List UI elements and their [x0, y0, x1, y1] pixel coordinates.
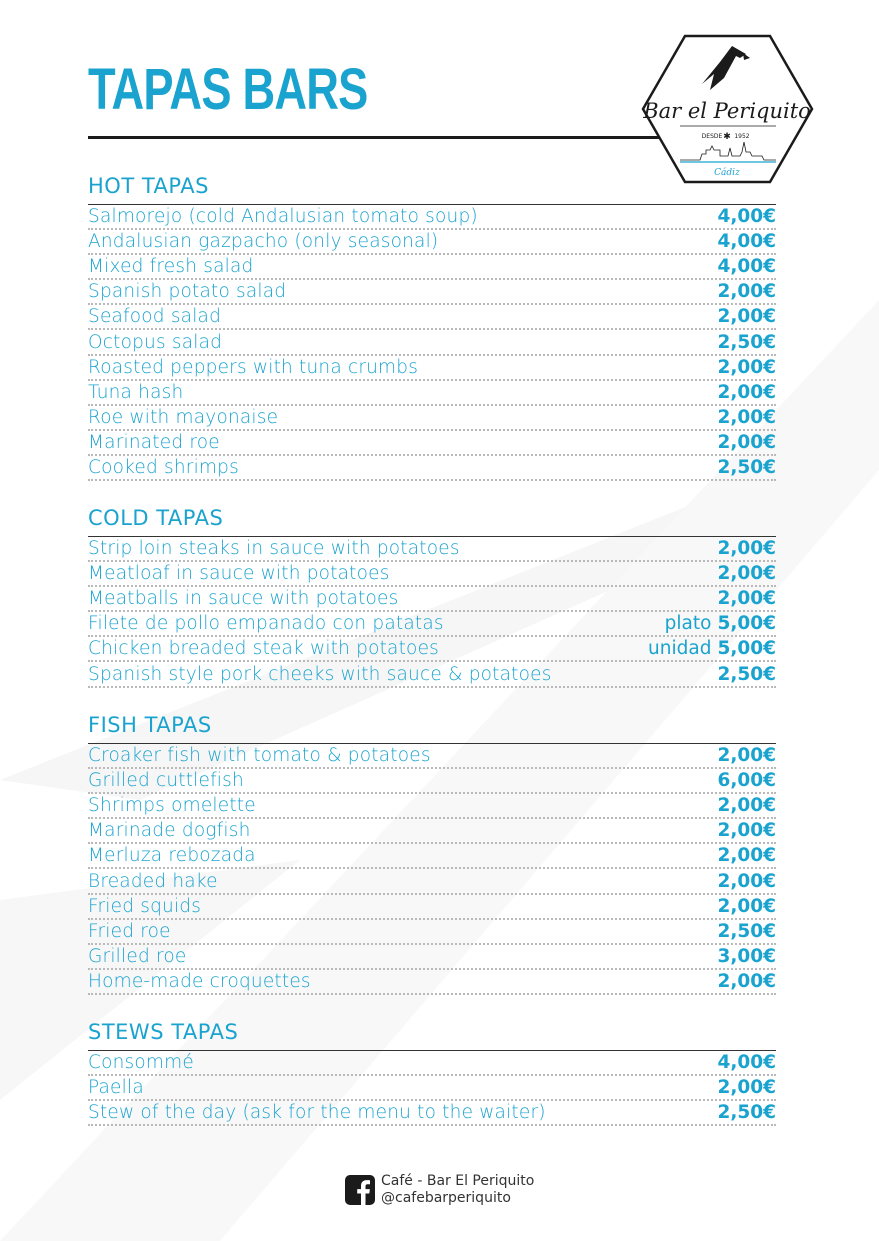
menu-item-name: Home-made croquettes: [88, 970, 311, 992]
menu-item: [88, 255, 776, 280]
menu-item-name: Shrimps omelette: [88, 795, 256, 817]
footer-bar-name: Café - Bar El Periquito: [381, 1173, 535, 1189]
menu-item-name: Mixed fresh salad: [88, 256, 254, 278]
menu-item-price-group: [717, 563, 776, 584]
section-fish-tapas: [88, 710, 776, 995]
menu-item-price: 2,00€: [717, 431, 776, 453]
facebook-icon[interactable]: [345, 1175, 375, 1205]
menu-item-unit: unidad: [648, 638, 712, 660]
menu-item-price: 4,00€: [717, 1052, 776, 1074]
menu-item-unit: plato: [664, 613, 712, 635]
menu-item-price-group: [717, 256, 776, 277]
menu-item: [88, 305, 776, 330]
menu-item-price: 2,00€: [717, 538, 776, 560]
menu-item-price-group: [717, 306, 776, 327]
menu-item-name: Marinade dogfish: [88, 820, 251, 842]
menu-item-price: 2,50€: [717, 331, 776, 353]
menu-item: [88, 819, 776, 844]
menu-item-price-group: [717, 206, 776, 227]
menu-item-price-group: [717, 382, 776, 403]
menu-item-price-group: [717, 745, 776, 766]
menu-item-name: Stew of the day (ask for the menu to the waiter): [88, 1102, 546, 1124]
menu-item-price: 2,50€: [717, 920, 776, 942]
menu-item-price-group: [717, 896, 776, 917]
menu-item-name: Salmorejo (cold Andalusian tomato soup): [88, 206, 478, 228]
menu-item: [88, 330, 776, 355]
section-heading: FISH TAPAS: [88, 713, 212, 737]
menu-item-price-group: [717, 921, 776, 942]
menu-item: [88, 381, 776, 406]
menu-item: [88, 456, 776, 481]
menu-item: [88, 662, 776, 687]
bar-logo: [640, 34, 815, 184]
menu-item-price-group: [717, 871, 776, 892]
menu-item-price-group: [717, 845, 776, 866]
menu-item: [88, 794, 776, 819]
menu-item-name: Croaker fish with tomato & potatoes: [88, 745, 431, 767]
menu-item-price: 4,00€: [717, 256, 776, 278]
menu-item: [88, 280, 776, 305]
menu-item-name: Octopus salad: [88, 331, 223, 353]
menu-item-name: Meatballs in sauce with potatoes: [88, 588, 399, 610]
menu-item: [88, 612, 776, 637]
menu-item: [88, 205, 776, 230]
menu-item-price-group: [717, 457, 776, 478]
menu-item-price: 5,00€: [717, 638, 776, 660]
menu-item-name: Merluza rebozada: [88, 845, 256, 867]
menu-item-price: 2,00€: [717, 406, 776, 428]
menu-item-price: 4,00€: [717, 206, 776, 228]
menu-item-price-group: [717, 432, 776, 453]
menu-item-price: 2,00€: [717, 381, 776, 403]
menu-item-price: 2,00€: [717, 870, 776, 892]
menu-item-price-group: [717, 971, 776, 992]
menu-item: [88, 1101, 776, 1126]
menu-item-price-group: [665, 613, 776, 634]
menu-item: [88, 869, 776, 894]
menu-item-name: Chicken breaded steak with potatoes: [88, 638, 439, 660]
menu-item: [88, 744, 776, 769]
menu-item-price-group: [717, 664, 776, 685]
logo-year: 1952: [734, 133, 750, 140]
menu-item-price: 2,00€: [717, 563, 776, 585]
menu-item-price-group: [717, 538, 776, 559]
menu-item: [88, 431, 776, 456]
menu-item: [88, 844, 776, 869]
footer: [345, 1173, 534, 1207]
section-hot-tapas: [88, 171, 776, 481]
menu-item-name: Filete de pollo empanado con patatas: [88, 613, 444, 635]
menu-item-name: Paella: [88, 1077, 144, 1099]
menu-item-price: 2,00€: [717, 820, 776, 842]
menu-item-price-group: [717, 946, 776, 967]
menu-item-price: 2,00€: [717, 281, 776, 303]
menu-item-price: 2,00€: [717, 970, 776, 992]
menu-item-price: 2,50€: [717, 663, 776, 685]
menu-item: [88, 537, 776, 562]
menu-item-name: Marinated roe: [88, 431, 220, 453]
logo-since: DESDE: [701, 133, 723, 140]
menu-item-price-group: [717, 1052, 776, 1073]
section-stews-tapas: [88, 1017, 776, 1126]
footer-handle[interactable]: @cafebarperiquito: [381, 1190, 511, 1206]
menu-item-price: 2,50€: [717, 1102, 776, 1124]
title-divider: [88, 136, 678, 139]
menu-item-name: Fried squids: [88, 895, 202, 917]
menu-item-name: Consommé: [88, 1052, 194, 1074]
menu-item-price: 2,00€: [717, 745, 776, 767]
menu-item: [88, 406, 776, 431]
menu-item: [88, 587, 776, 612]
page-title: TAPAS BARS: [88, 57, 368, 122]
section-heading: HOT TAPAS: [88, 174, 209, 198]
menu-item: [88, 356, 776, 381]
menu-item-price-group: [717, 281, 776, 302]
menu-item-price: 2,00€: [717, 588, 776, 610]
menu-item-price: 2,00€: [717, 795, 776, 817]
menu-item-price-group: [648, 638, 776, 659]
menu-item: [88, 230, 776, 255]
logo-name: Bar el Periquito: [643, 99, 811, 123]
menu-item: [88, 769, 776, 794]
menu-item-price: 3,00€: [717, 945, 776, 967]
menu-item: [88, 637, 776, 662]
menu-item-price: 4,00€: [717, 231, 776, 253]
menu-item-name: Spanish potato salad: [88, 281, 287, 303]
menu-item-price: 2,00€: [717, 895, 776, 917]
menu-item: [88, 920, 776, 945]
menu-item-price-group: [717, 770, 776, 791]
menu-item-name: Grilled roe: [88, 945, 187, 967]
menu-item-name: Roe with mayonaise: [88, 406, 279, 428]
menu-item-name: Tuna hash: [88, 381, 184, 403]
menu-item-price: 2,00€: [717, 1077, 776, 1099]
menu-item: [88, 1076, 776, 1101]
menu-item-price-group: [717, 332, 776, 353]
menu-item-price-group: [717, 1102, 776, 1123]
menu-item: [88, 945, 776, 970]
menu-item-price-group: [717, 795, 776, 816]
menu-item-name: Strip loin steaks in sauce with potatoes: [88, 538, 460, 560]
menu-item-price-group: [717, 231, 776, 252]
section-cold-tapas: [88, 503, 776, 688]
menu-item-price: 2,00€: [717, 306, 776, 328]
menu-item-price-group: [717, 357, 776, 378]
menu-item-name: Roasted peppers with tuna crumbs: [88, 356, 419, 378]
menu-item-price-group: [717, 820, 776, 841]
menu-item-price: 6,00€: [717, 770, 776, 792]
menu-item-price-group: [717, 588, 776, 609]
menu-item-name: Seafood salad: [88, 306, 222, 328]
menu-item-price: 2,00€: [717, 845, 776, 867]
menu-item-price-group: [717, 1077, 776, 1098]
menu-item-price: 5,00€: [717, 613, 776, 635]
star-icon: ✱: [723, 132, 731, 142]
section-heading: COLD TAPAS: [88, 506, 224, 530]
logo-city: Cádiz: [714, 168, 740, 178]
menu-item: [88, 970, 776, 995]
menu-item-price: 2,00€: [717, 356, 776, 378]
section-heading: STEWS TAPAS: [88, 1020, 239, 1044]
menu-item-price: 2,50€: [717, 457, 776, 479]
menu-item: [88, 1051, 776, 1076]
menu-item: [88, 895, 776, 920]
menu-item-name: Breaded hake: [88, 870, 218, 892]
menu-item-name: Meatloaf in sauce with potatoes: [88, 563, 390, 585]
menu-item-name: Fried roe: [88, 920, 171, 942]
menu-item-name: Cooked shrimps: [88, 457, 239, 479]
menu-item-price-group: [717, 407, 776, 428]
menu-item: [88, 562, 776, 587]
menu-item-name: Spanish style pork cheeks with sauce & potatoes: [88, 663, 552, 685]
menu-item-name: Grilled cuttlefish: [88, 770, 244, 792]
menu-item-name: Andalusian gazpacho (only seasonal): [88, 231, 439, 253]
